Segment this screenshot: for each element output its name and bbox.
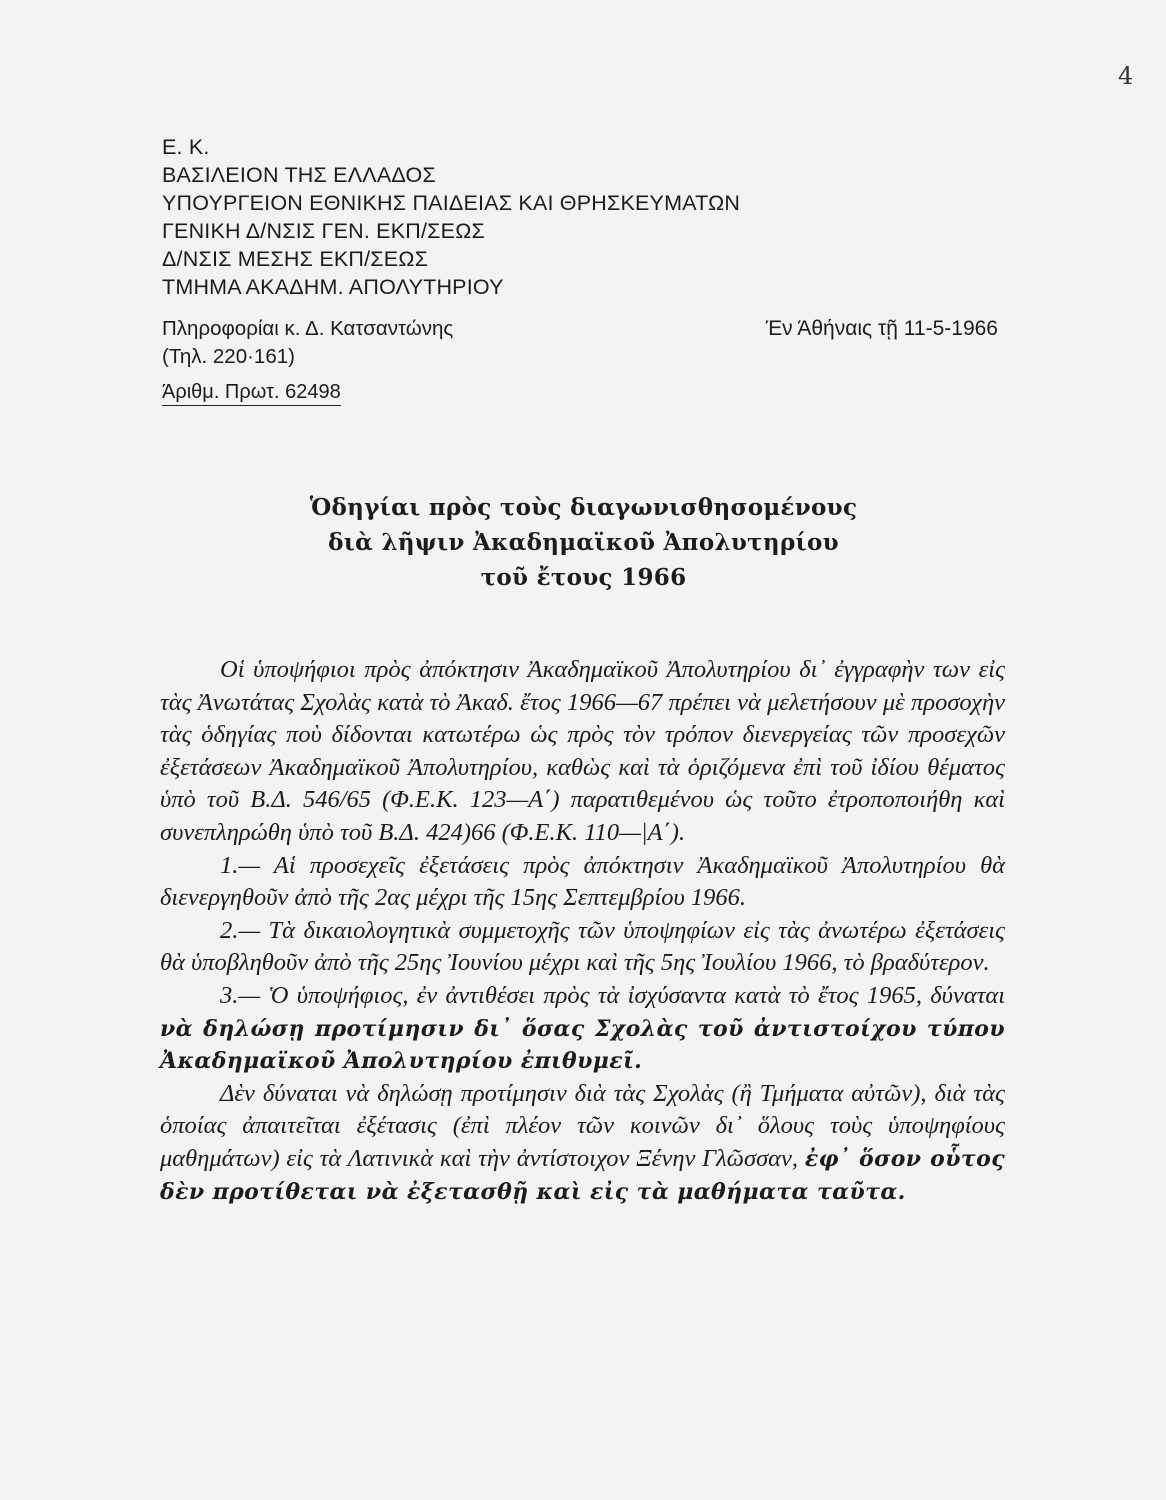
title-line: τοῦ ἔτους 1966 [480,564,687,591]
letterhead-line: ΥΠΟΥΡΓΕΙΟΝ ΕΘΝΙΚΗΣ ΠΑΙΔΕΙΑΣ ΚΑΙ ΘΡΗΣΚΕΥΜΑΤΩΝ [162,191,741,215]
contact-person: Πληροφορίαι κ. Δ. Κατσαντώνης [162,317,454,340]
page-corner-mark: 4 [1118,62,1134,90]
document-body [160,654,1005,1208]
item-3-paragraph [160,980,1005,1078]
title-line: διὰ λῆψιν Ἀκαδημαϊκοῦ Ἀπολυτηρίου [328,529,839,556]
document-date: Έν Άθήναις τῇ 11-5-1966 [765,317,998,340]
paragraph-4 [160,1078,1005,1208]
item-3-emphasis: νὰ δηλώσῃ προτίμησιν δι᾽ ὅσας Σχολὰς τοῦ ἀντιστοίχου τύπου Ἀκαδημαϊκοῦ Ἀπολυτηρίου ἐπιθυμεῖ. [160,1015,1005,1075]
letterhead-line: ΤΜΗΜΑ ΑΚΑΔΗΜ. ΑΠΟΛΥΤΗΡΙΟΥ [162,275,504,299]
protocol-number: Άριθμ. Πρωτ. 62498 [162,381,341,406]
letterhead-line: Ε. Κ. [162,135,210,159]
paragraph-4-text: Δὲν δύναται νὰ δηλώσῃ προτίμησιν διὰ τὰς Σχολὰς (ἢ Τμήματα αὐτῶν), διὰ τὰς ὁποίας ἀπαιτεῖται ἐξέτασις (ἐπὶ πλέον τῶν κοινῶν δι᾽ ὅλους τοὺς ὑποψηφίους μαθημάτων) εἰς τὰ Λατινικὰ καὶ τὴν ἀντίστοιχον Ξένην Γλῶσσαν, [160,1079,1005,1172]
document-title [162,490,1005,595]
item-1-paragraph: 1.— Αἱ προσεχεῖς ἐξετάσεις πρὸς ἀπόκτησιν Ἀκαδημαϊκοῦ Ἀπολυτηρίου θὰ διενεργηθοῦν ἀπὸ τῆς 2ας μέχρι τῆς 15ης Σεπτεμβρίου 1966. [160,851,1005,912]
intro-paragraph: Οἱ ὑποψήφιοι πρὸς ἀπόκτησιν Ἀκαδημαϊκοῦ Ἀπολυτηρίου δι᾽ ἐγγραφὴν των εἰς τὰς Ἀνωτάτας Σχολὰς κατὰ τὸ Ἀκαδ. ἔτος 1966—67 πρέπει νὰ μελετήσουν μὲ προσοχὴν τὰς ὁδηγίας ποὺ δίδονται κατωτέρω ὡς πρὸς τὸν τρόπον διενεργείας τῶν προσεχῶν ἐξετάσεων Ἀκαδημαϊκοῦ Ἀπολυτηρίου, καθὼς καὶ τὰ ὁριζόμενα ἐπὶ τοῦ ἰδίου θέματος ὑπὸ τοῦ Β.Δ. 546/65 (Φ.Ε.Κ. 123—Α΄) παρατιθεμένου ὡς τοῦτο ἐτροποποιήθη καὶ συνεπληρώθη ὑπὸ τοῦ Β.Δ. 424)66 (Φ.Ε.Κ. 110—|Α΄). [160,656,1005,846]
title-line: Ὁδηγίαι πρὸς τοὺς διαγωνισθησομένους [309,494,858,521]
paragraph-4-emphasis: ἐφ᾽ ὅσον οὗτος δὲν προτίθεται νὰ ἐξετασθῇ καὶ εἰς τὰ μαθήματα ταῦτα. [160,1145,1005,1205]
letterhead-line: ΓΕΝΙΚΗ Δ/ΝΣΙΣ ΓΕΝ. ΕΚΠ/ΣΕΩΣ [162,219,485,243]
contact-phone: (Τηλ. 220·161) [162,345,295,368]
letterhead-line: Δ/ΝΣΙΣ ΜΕΣΗΣ ΕΚΠ/ΣΕΩΣ [162,247,429,271]
item-3-text: 3.— Ὁ ὑποψήφιος, ἐν ἀντιθέσει πρὸς τὰ ἰσχύσαντα κατὰ τὸ ἔτος 1965, δύναται [220,981,1005,1009]
letterhead-line: ΒΑΣΙΛΕΙΟΝ ΤΗΣ ΕΛΛΑΔΟΣ [162,163,436,187]
item-2-paragraph: 2.— Τὰ δικαιολογητικὰ συμμετοχῆς τῶν ὑποψηφίων εἰς τὰς ἀνωτέρω ἐξετάσεις θὰ ὑποβληθοῦν ἀπὸ τῆς 25ης Ἰουνίου μέχρι καὶ τῆς 5ης Ἰουλίου 1966, τὸ βραδύτερον. [160,916,1005,977]
letterhead [162,133,740,301]
contact-info [162,315,453,371]
